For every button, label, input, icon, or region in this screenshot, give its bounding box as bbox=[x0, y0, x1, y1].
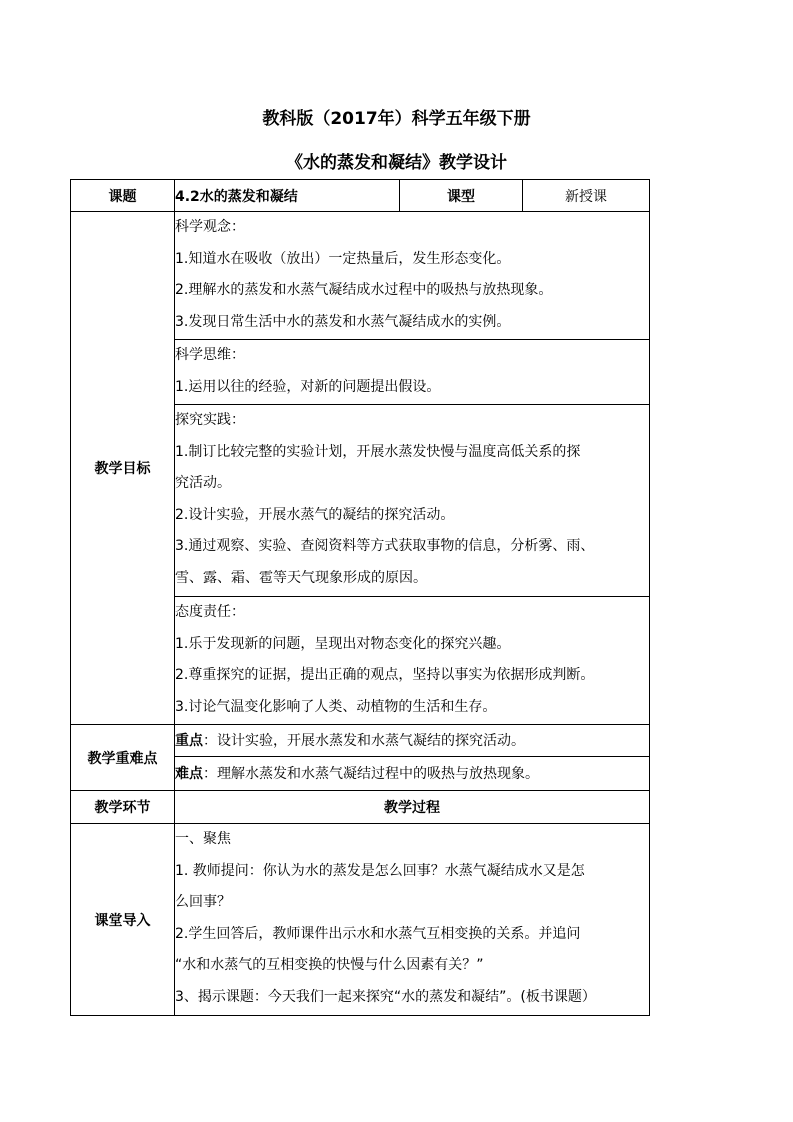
focus-label: 重点 bbox=[175, 732, 203, 749]
attitude-item: 1.乐于发现新的问题，呈现出对物态变化的探究兴趣。 bbox=[175, 635, 511, 652]
header-row bbox=[71, 180, 650, 212]
concept-item: 3.发现日常生活中水的蒸发和水蒸气凝结成水的实例。 bbox=[175, 313, 511, 330]
intro-label: 课堂导入 bbox=[71, 824, 175, 1016]
difficulty-label: 难点 bbox=[175, 765, 203, 782]
thinking-heading: 科学思维： bbox=[175, 347, 245, 363]
process-header-row bbox=[71, 791, 650, 824]
concept-heading: 科学观念： bbox=[175, 219, 245, 235]
intro-line: “水和水蒸气的互相变换的快慢与什么因素有关？” bbox=[175, 957, 484, 973]
attitude-item: 3.讨论气温变化影响了人类、动植物的生活和生存。 bbox=[175, 698, 497, 715]
concept-item: 1.知道水在吸收（放出）一定热量后，发生形态变化。 bbox=[175, 250, 511, 267]
intro-row bbox=[71, 824, 650, 1016]
practice-line: 究活动。 bbox=[175, 475, 231, 491]
intro-line: 1. 教师提问：你认为水的蒸发是怎么回事？水蒸气凝结成水又是怎 bbox=[175, 862, 585, 879]
thinking-item: 1.运用以往的经验，对新的问题提出假设。 bbox=[175, 378, 441, 395]
intro-line: 一、聚焦 bbox=[175, 831, 231, 847]
type-value: 新授课 bbox=[523, 180, 650, 212]
lesson-plan-table bbox=[70, 179, 650, 1016]
topic-label: 课题 bbox=[71, 180, 175, 212]
objectives-label: 教学目标 bbox=[71, 212, 175, 725]
topic-value: 4.2水的蒸发和凝结 bbox=[175, 180, 400, 212]
difficulty-cell bbox=[175, 757, 650, 791]
intro-line: 2.学生回答后，教师课件出示水和水蒸气互相变换的关系。并追问 bbox=[175, 925, 581, 942]
lesson-title: 《水的蒸发和凝结》教学设计 bbox=[286, 153, 507, 173]
thinking-section bbox=[175, 340, 650, 405]
type-label: 课型 bbox=[400, 180, 523, 212]
key-points-focus-row bbox=[71, 725, 650, 757]
document-title: 教科版（2017年）科学五年级下册 bbox=[262, 109, 531, 129]
focus-cell bbox=[175, 725, 650, 757]
stage-label: 教学环节 bbox=[71, 791, 175, 824]
focus-text: ：设计实验，开展水蒸发和水蒸气凝结的探究活动。 bbox=[203, 732, 525, 749]
attitude-section bbox=[175, 597, 650, 725]
practice-heading: 探究实践： bbox=[175, 412, 245, 428]
concept-item: 2.理解水的蒸发和水蒸气凝结成水过程中的吸热与放热现象。 bbox=[175, 282, 553, 298]
attitude-heading: 态度责任： bbox=[175, 604, 245, 620]
practice-line: 2.设计实验，开展水蒸气的凝结的探究活动。 bbox=[175, 506, 455, 523]
practice-line: 雪、露、霜、雹等天气现象形成的原因。 bbox=[175, 569, 427, 586]
difficulty-text: ：理解水蒸发和水蒸气凝结过程中的吸热与放热现象。 bbox=[203, 765, 539, 782]
process-label: 教学过程 bbox=[175, 791, 650, 824]
intro-section bbox=[175, 824, 650, 1016]
intro-line: 3、揭示课题：今天我们一起来探究“水的蒸发和凝结”。(板书课题） bbox=[175, 988, 596, 1005]
practice-line: 1.制订比较完整的实验计划，开展水蒸发快慢与温度高低关系的探 bbox=[175, 443, 581, 460]
objectives-concept-row bbox=[71, 212, 650, 340]
attitude-item: 2.尊重探究的证据，提出正确的观点，坚持以事实为依据形成判断。 bbox=[175, 667, 595, 683]
key-points-label: 教学重难点 bbox=[71, 725, 175, 791]
concept-section bbox=[175, 212, 650, 340]
practice-section bbox=[175, 405, 650, 597]
intro-line: 么回事？ bbox=[175, 894, 231, 910]
practice-line: 3.通过观察、实验、查阅资料等方式获取事物的信息，分析雾、雨、 bbox=[175, 538, 595, 554]
